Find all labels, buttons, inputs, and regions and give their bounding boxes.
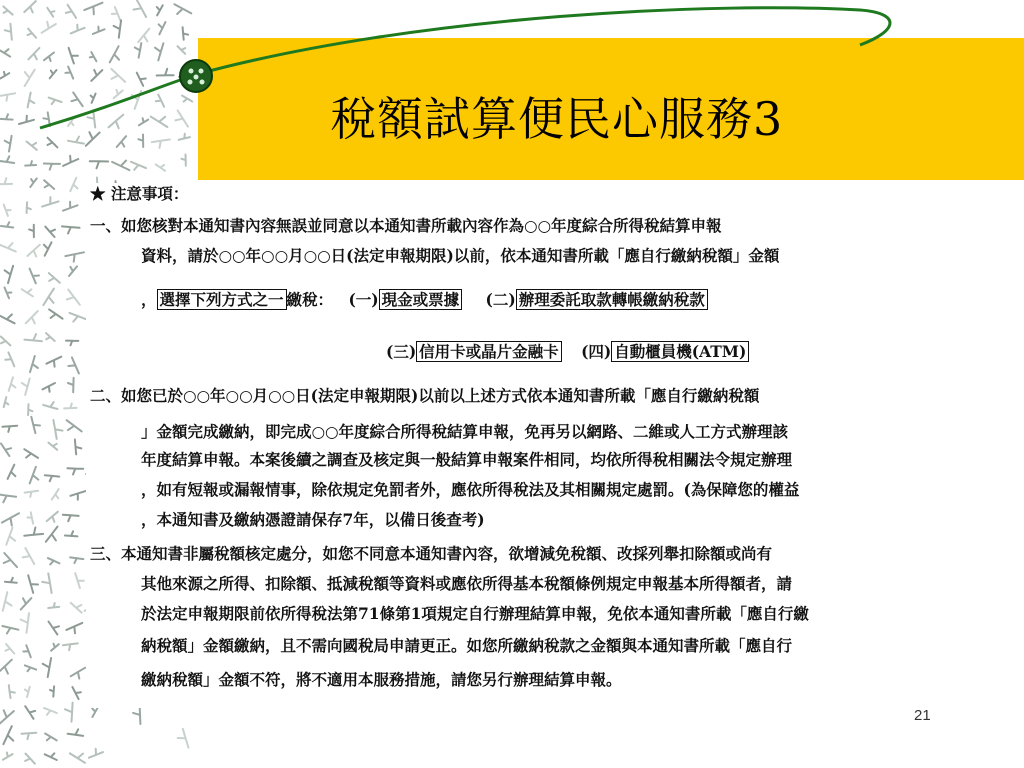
pattern-mark <box>43 383 56 392</box>
pattern-mark <box>9 377 16 391</box>
pattern-mark <box>50 686 54 696</box>
pattern-mark <box>75 573 84 588</box>
pattern-mark <box>68 729 84 736</box>
item1-line4 <box>386 341 749 363</box>
pattern-mark <box>24 528 43 536</box>
pattern-mark <box>49 273 60 283</box>
pattern-mark <box>92 707 98 717</box>
pattern-mark <box>67 468 83 474</box>
pattern-mark <box>30 356 38 372</box>
option2-label: (二) <box>485 290 516 309</box>
pattern-mark <box>71 668 86 679</box>
pattern-mark <box>3 726 13 744</box>
item2-line2: 」金額完成繳納，即完成○○年度綜合所得稅結算申報，免再另以網路、二維或人工方式辦理該 <box>141 422 789 441</box>
pattern-mark <box>43 658 52 677</box>
notice-panel <box>86 183 970 708</box>
pattern-mark <box>46 527 58 542</box>
pattern-mark <box>5 287 12 298</box>
pattern-mark <box>22 289 33 296</box>
pattern-mark <box>63 515 79 521</box>
pattern-mark <box>75 440 81 455</box>
pattern-mark <box>26 311 38 323</box>
pattern-mark <box>70 753 85 762</box>
pattern-mark <box>48 443 57 450</box>
pattern-mark <box>25 706 35 719</box>
pattern-mark <box>0 243 16 252</box>
pattern-mark <box>27 202 31 213</box>
pattern-mark <box>47 512 58 522</box>
pattern-mark <box>63 643 78 650</box>
item3-line2: 其他來源之所得、扣除額、抵減稅額等資料或應依所得基本稅額條例規定申報基本所得額者，請 <box>141 574 793 593</box>
pattern-mark <box>28 404 32 415</box>
item1-line3 <box>141 289 708 311</box>
item3-line1: 三、本通知書非屬稅額核定處分，如您不同意本通知書內容，欲增減免稅額、改採列舉扣除額或尚有 <box>90 544 773 563</box>
pattern-mark <box>63 202 78 211</box>
pattern-mark <box>44 708 57 715</box>
pattern-mark <box>65 252 84 261</box>
pattern-mark <box>9 685 15 698</box>
option1-box: 現金或票據 <box>379 289 463 310</box>
pattern-mark <box>133 706 140 724</box>
pattern-mark <box>49 622 60 635</box>
slide-title: 稅額試算便民心服務3 <box>330 92 784 146</box>
pattern-mark <box>29 225 34 237</box>
pattern-mark <box>8 465 16 479</box>
pattern-mark <box>24 449 38 458</box>
pattern-mark <box>21 613 29 633</box>
notice-heading: ★ 注意事項： <box>90 184 189 203</box>
pattern-mark <box>21 598 32 610</box>
item1-line3-prefix: ， <box>141 290 157 309</box>
pattern-mark <box>1 222 13 227</box>
pattern-mark <box>45 475 60 481</box>
item2-line3: 年度結算申報。本案後續之調查及核定與一般結算申報案件相同，均依所得稅相關法令規定辦理 <box>141 450 793 469</box>
pattern-mark <box>27 512 33 523</box>
pattern-mark <box>68 357 79 373</box>
pattern-mark <box>2 626 18 634</box>
pattern-mark <box>22 379 30 395</box>
pattern-mark <box>65 703 73 722</box>
pattern-mark <box>25 754 35 764</box>
item2-line1: 二、如您已於○○年○○月○○日(法定申報期限)以前以上述方式依本通知書所載「應自行繳納稅額 <box>90 386 760 405</box>
item3-line4: 納稅額」金額繳納，且不需向國稅局申請更正。如您所繳納稅款之金額與本通知書所載「應自行 <box>141 636 793 655</box>
pattern-mark <box>67 290 80 305</box>
item2-line5: ，本通知書及繳納憑證請保存7年，以備日後查考) <box>141 510 485 529</box>
item1-line2: 資料，請於○○年○○月○○日(法定申報期限)以前，依本通知書所載「應自行繳納稅額」金額 <box>141 246 780 265</box>
pattern-mark <box>52 489 59 499</box>
pattern-mark <box>4 553 17 567</box>
pattern-mark <box>65 531 78 536</box>
pattern-mark <box>44 242 52 255</box>
pattern-mark <box>53 420 62 439</box>
pattern-mark <box>178 729 189 748</box>
pattern-mark <box>67 420 82 431</box>
pattern-mark <box>48 558 60 564</box>
pattern-mark <box>27 245 39 257</box>
pattern-mark <box>23 645 30 657</box>
pattern-mark <box>45 734 57 741</box>
pattern-mark <box>3 753 13 760</box>
page-number: 21 <box>914 707 931 724</box>
pattern-mark <box>1 444 11 457</box>
pattern-mark <box>45 227 55 237</box>
pattern-mark <box>66 623 82 633</box>
pattern-mark <box>25 665 36 671</box>
choose-method-box: 選擇下列方式之一 <box>157 289 287 310</box>
pattern-mark <box>46 333 55 341</box>
pattern-mark <box>64 403 76 408</box>
pattern-mark <box>5 578 17 583</box>
pattern-mark <box>45 753 57 760</box>
item3-line3: 於法定申報期限前依所得稅法第71條第1項規定自行辦理結算申報，免依本通知書所載「應自行繳 <box>141 604 809 623</box>
pattern-mark <box>49 309 63 318</box>
pattern-mark <box>6 644 15 654</box>
pattern-mark <box>42 573 51 593</box>
item1-line1: 一、如您核對本通知書內容無誤並同意以本通知書所載內容作為○○年度綜合所得稅結算申報 <box>90 216 722 235</box>
pattern-mark <box>30 269 39 284</box>
pattern-mark <box>0 660 12 674</box>
pattern-mark <box>30 467 39 484</box>
item3-line5: 繳納稅額」金額不符，將不適用本服務措施，請您另行辦理結算申報。 <box>141 670 622 689</box>
pattern-mark <box>0 494 16 502</box>
pattern-mark <box>69 266 77 276</box>
pattern-mark <box>5 266 14 283</box>
pattern-mark <box>24 334 42 341</box>
pattern-mark <box>28 575 38 593</box>
item1-line3-suffix: 繳稅： <box>286 290 334 309</box>
pattern-mark <box>25 491 38 497</box>
pattern-mark <box>31 417 40 433</box>
pattern-mark <box>22 733 37 739</box>
pattern-mark <box>43 402 57 409</box>
pattern-mark <box>2 426 17 432</box>
pattern-mark <box>2 513 19 525</box>
pattern-mark <box>68 378 74 392</box>
pattern-mark <box>5 352 14 366</box>
option2-box: 辦理委託取款轉帳繳納稅款 <box>516 289 708 310</box>
pattern-mark <box>0 314 15 323</box>
pattern-mark <box>70 313 87 322</box>
pattern-mark <box>4 397 9 407</box>
option3-label: (三) <box>386 342 417 361</box>
pattern-mark <box>3 592 12 611</box>
pattern-mark <box>1 337 11 346</box>
option1-label: (一) <box>348 290 379 309</box>
pattern-mark <box>43 289 54 306</box>
pattern-mark <box>89 749 103 758</box>
pattern-mark <box>6 528 15 545</box>
pattern-mark <box>70 491 85 500</box>
pattern-mark <box>25 687 30 697</box>
pattern-mark <box>4 205 11 216</box>
item2-line4: ，如有短報或漏報情事，除依規定免罰者外，應依所得稅法及其相關規定處罰。(為保障您的權益 <box>141 480 800 499</box>
pattern-mark <box>51 644 59 651</box>
pattern-mark <box>0 710 14 724</box>
option4-box: 自動櫃員機(ATM) <box>611 341 749 362</box>
pattern-mark <box>72 687 81 699</box>
option4-label: (四) <box>581 342 612 361</box>
pattern-mark <box>66 341 78 346</box>
pattern-mark <box>70 557 83 563</box>
pattern-mark <box>71 603 82 613</box>
pattern-mark <box>46 357 61 367</box>
pattern-mark <box>23 548 35 564</box>
option3-box: 信用卡或晶片金融卡 <box>416 341 562 362</box>
pattern-mark <box>48 603 59 608</box>
pattern-mark <box>62 226 80 233</box>
